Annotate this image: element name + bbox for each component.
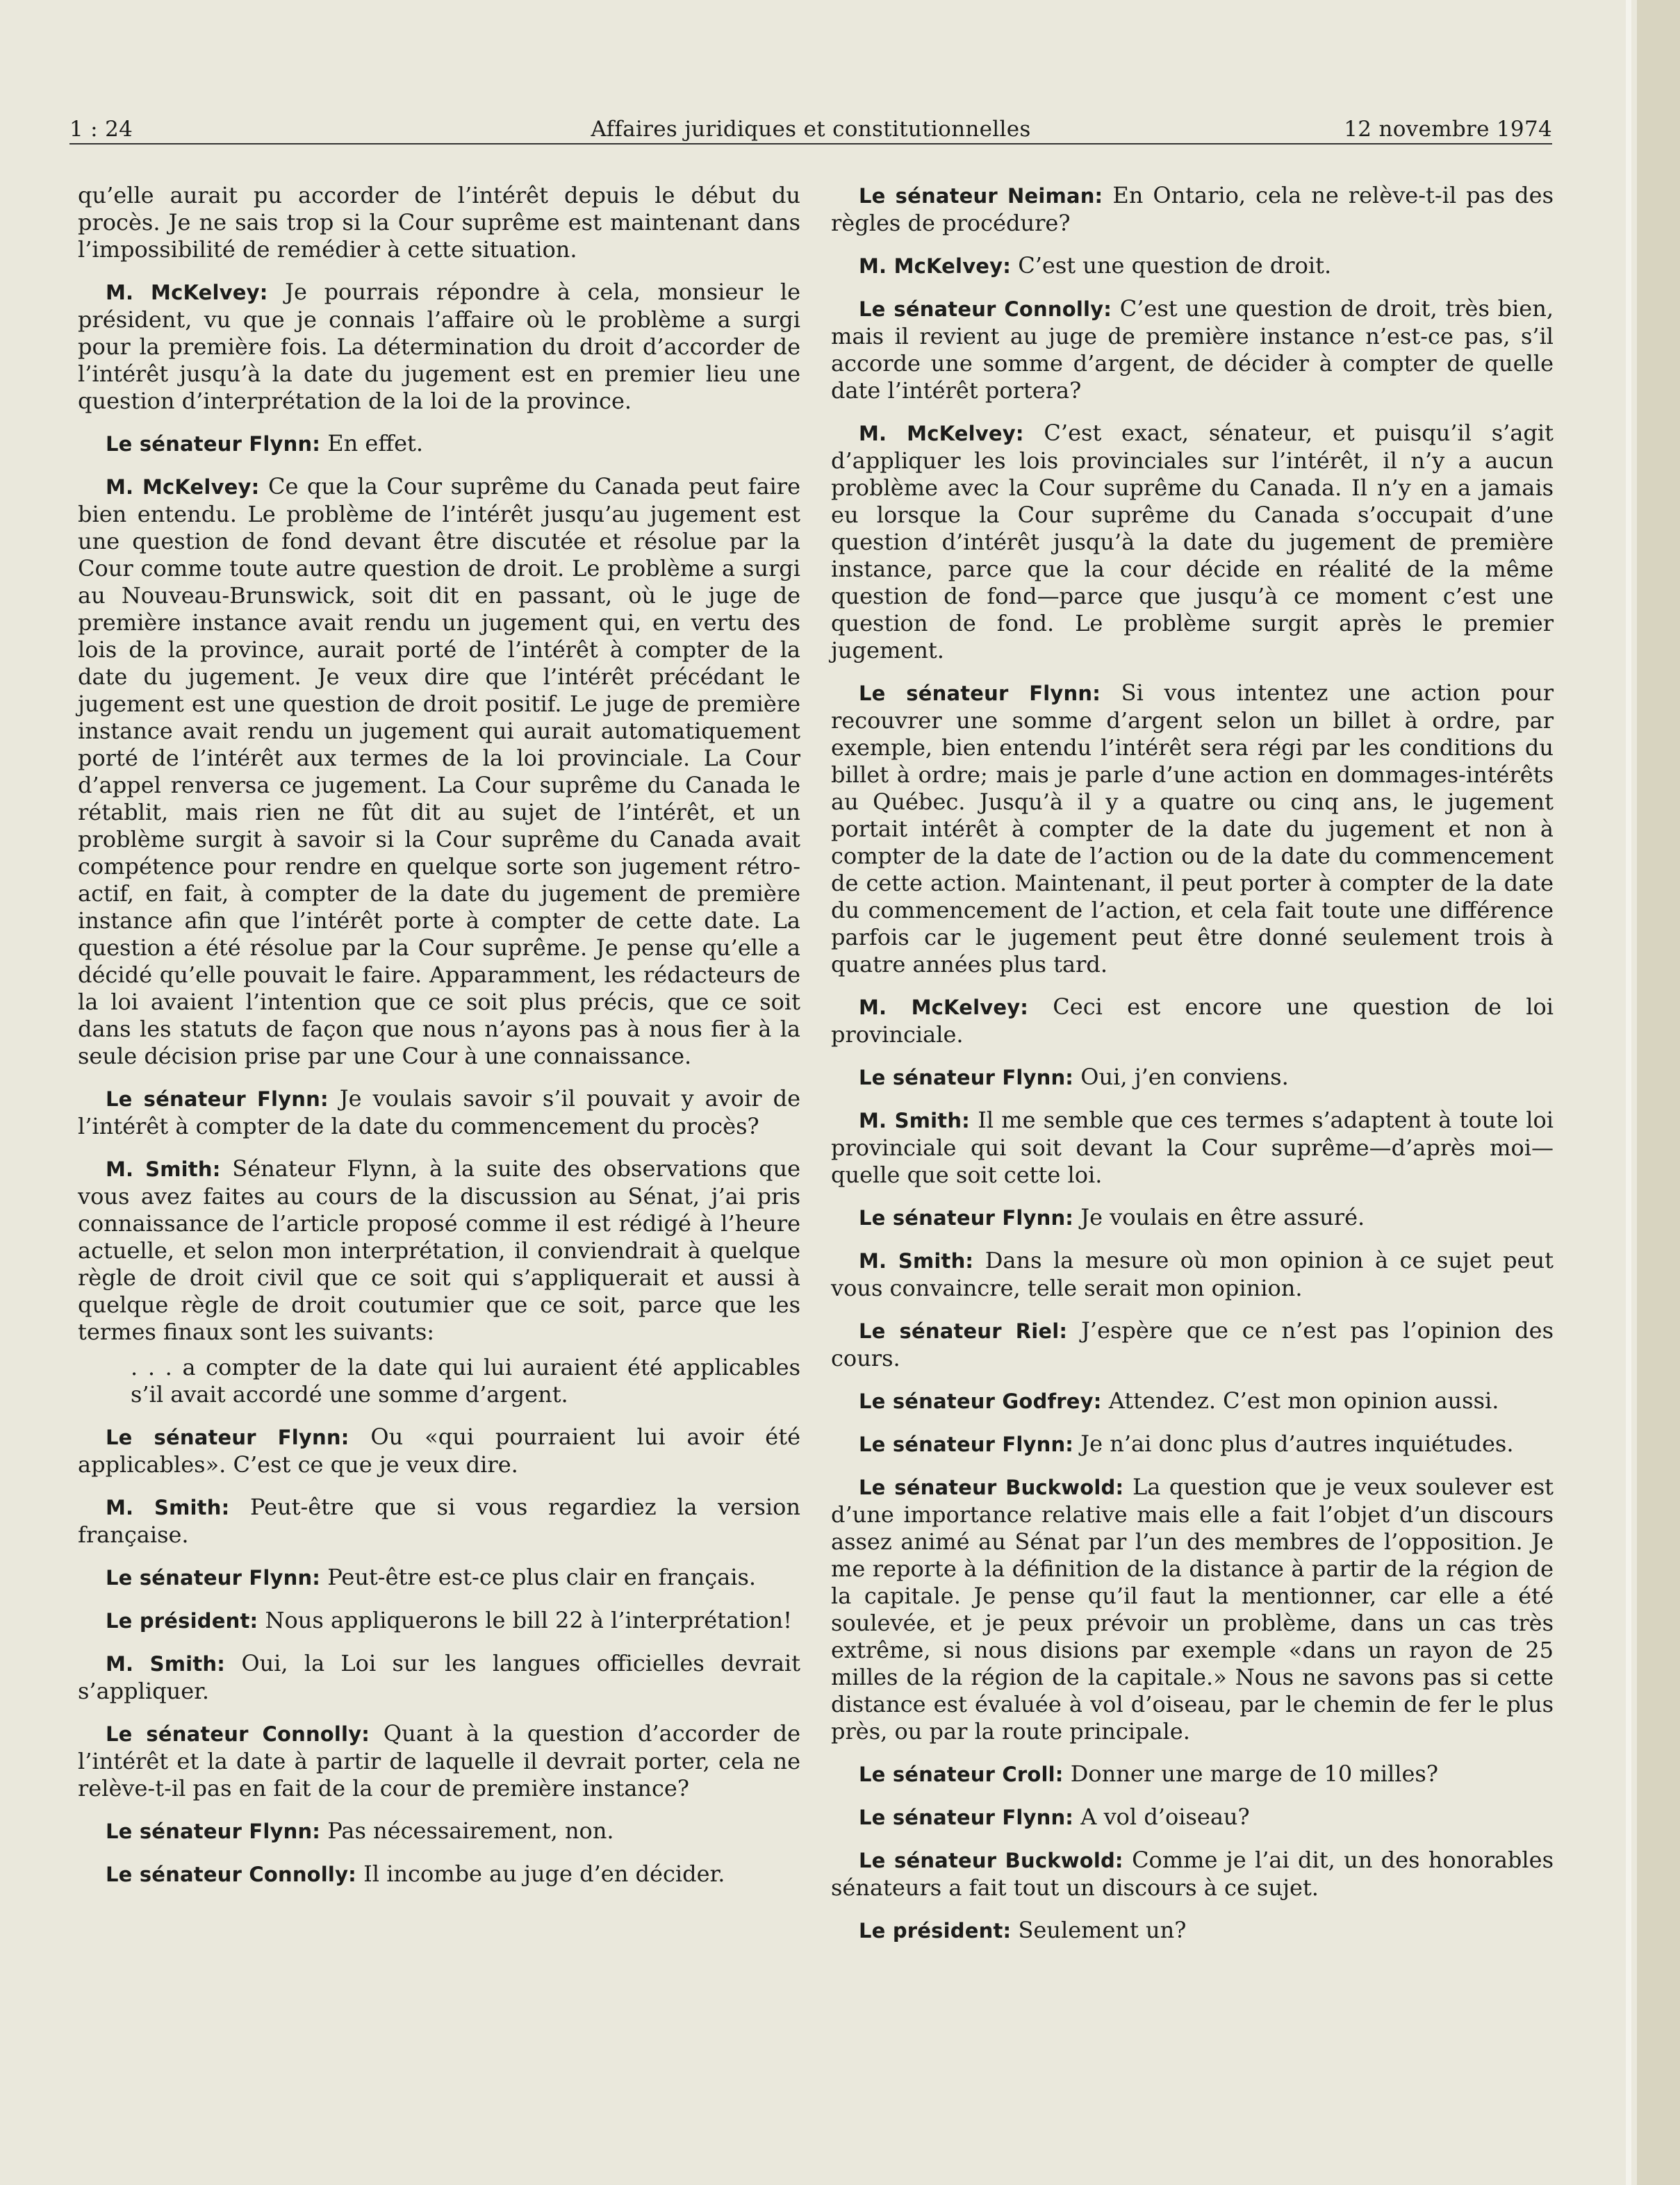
speech-paragraph [78,1155,800,1346]
speech-text: Je n’ai donc plus d’autres inquiétudes. [1080,1430,1514,1457]
speech-paragraph [78,1817,800,1845]
speech-text: C’est une question de droit, très bien, mais il revient au juge de première instance n’est-ce pas, s’il accorde une somme d’argent, de décider à compter de quelle date l’intérêt portera? [831,295,1554,404]
header-rule [69,143,1552,145]
speech-text: Il me semble que ces termes s’adaptent à toute loi provinciale qui soit devant la Cour suprême—d’après moi—quelle que soit cette loi. [831,1107,1554,1188]
speaker-name: Le sénateur Flynn: [859,682,1101,705]
speech-paragraph [78,1861,800,1888]
speech-text: Attendez. C’est mon opinion aussi. [1108,1387,1499,1414]
speech-text: Je voulais savoir s’il pouvait y avoir de l’intérêt à compter de la date du commencement du procès? [78,1085,801,1139]
speech-text: Ceci est encore une question de loi provinciale. [831,993,1554,1048]
speaker-name: M. McKelvey: [106,475,260,499]
speech-text: Sénateur Flynn, à la suite des observations que vous avez faites au cours de la discussion au Sénat, j’ai pris connaissance de l’article proposé comme il est rédigé à l’heure actuelle, et selon mon interprétation, il conviendrait à quelque règle de droit civil que ce soit qui s’appliquerait et aussi à quelque règle de droit coutumier que ce soit, parce que les termes finaux sont les suivants: [78,1155,801,1345]
speech-text: C’est exact, sénateur, et puisqu’il s’agit d’appliquer les lois provinciales sur l’intérêt, il n’y a aucun problème avec la Cour suprême du Canada. Il n’y en a jamais eu lorsque la Cour suprême du Canada s’occupait d’une question d’intérêt jusqu’à la date du jugement de première instance, parce que la cour décide en réalité de la même question de fond—parce que jusqu’à ce moment c’est une question de fond. Le problème surgit après le premier jugement. [831,420,1554,663]
block-quote: . . . a compter de la date qui lui auraient été applicables s’il avait accordé une somme d’argent. [131,1354,800,1408]
speech-paragraph [831,1064,1554,1091]
speech-text: qu’elle aurait pu accorder de l’intérêt depuis le début du procès. Je ne sais trop si la Cour suprême est maintenant dans l’impossibilité de remédier à cette situation. [78,182,800,263]
speech-text: En Ontario, cela ne relève-t-il pas des règles de procédure? [831,182,1554,236]
speaker-name: Le sénateur Buckwold: [859,1849,1123,1872]
speech-paragraph [831,1430,1554,1458]
speech-text: Si vous intentez une action pour recouvrer une somme d’argent selon un billet à ordre, par exemple, bien entendu l’intérêt sera régi par les conditions du billet à ordre; mais je parle d’une action en dommages-intérêts au Québec. Jusqu’à il y a quatre ou cinq ans, le jugement portait intérêt à compter de la date du jugement et non à compter de la date de l’action ou de la date du commencement de cette action. Maintenant, il peut porter à compter de la date du commencement de l’action, et cela fait toute une différence parfois car le jugement peut être donné seulement trois à quatre années plus tard. [831,679,1554,978]
speaker-name: M. Smith: [106,1652,226,1676]
speech-text: Comme je l’ai dit, un des honorables sénateurs a fait tout un discours à ce sujet. [831,1847,1554,1901]
speech-paragraph [831,1847,1554,1902]
right-column [831,182,1554,1960]
speaker-name: Le sénateur Flynn: [106,1566,321,1590]
speaker-name: Le président: [106,1609,258,1633]
left-column [78,182,800,1904]
speech-text: Peut-être est-ce plus clair en français. [327,1564,757,1590]
speech-text: Seulement un? [1018,1917,1187,1943]
speaker-name: Le sénateur Flynn: [106,432,321,456]
speech-paragraph [831,1247,1554,1302]
speech-paragraph [78,1085,800,1140]
speech-text: Je voulais en être assuré. [1080,1204,1365,1230]
speech-paragraph [831,1204,1554,1232]
speech-text: Quant à la question d’accorder de l’intérêt et la date à partir de laquelle il devrait porter, cela ne relève-t-il pas en fait de la cour de première instance? [78,1720,801,1801]
speech-text: J’espère que ce n’est pas l’opinion des cours. [831,1317,1554,1371]
speaker-name: Le sénateur Connolly: [106,1722,370,1746]
speaker-name: Le sénateur Flynn: [106,1087,329,1111]
speech-text: Nous appliquerons le bill 22 à l’interprétation! [265,1607,792,1633]
speech-paragraph [831,182,1554,237]
speaker-name: M. Smith: [859,1249,974,1273]
speech-text: Oui, la Loi sur les langues officielles devrait s’appliquer. [78,1650,801,1704]
speaker-name: Le sénateur Neiman: [859,184,1103,208]
speaker-name: Le sénateur Connolly: [106,1863,356,1886]
speaker-name: M. McKelvey: [859,254,1012,278]
speech-paragraph [831,420,1554,664]
speech-text: Je pourrais répondre à cela, monsieur le président, vu que je connais l’affaire où le problème a surgi pour la première fois. La détermination du droit d’accorder de l’intérêt jusqu’à la date du jugement est en premier lieu une question d’interprétation de la loi de la province. [78,279,801,414]
speech-paragraph [831,1387,1554,1415]
speech-text: La question que je veux soulever est d’une importance relative mais elle a fait l’objet d’un discours assez animé au Sénat par l’un des membres de l’opposition. Je me reporte à la définition de la distance à partir de la région de la capitale. Je pense qu’il faut la mentionner, car elle a été soulevée, et je peux prévoir un problème, dans un cas très extrême, si nous disions par exemple «dans un rayon de 25 milles de la région de la capitale.» Nous ne savons pas si cette distance est évaluée à vol d’oiseau, par le chemin de fer le plus près, ou par la route principale. [831,1474,1554,1745]
speech-paragraph [78,1564,800,1592]
page-number: 1 : 24 [69,117,133,142]
binding-edge [1637,0,1680,2185]
header-title: Affaires juridiques et constitutionnelles [591,117,1031,142]
speech-paragraph [831,993,1554,1048]
speech-paragraph [78,473,800,1070]
speaker-name: M. Smith: [106,1496,230,1519]
speaker-name: Le sénateur Connolly: [859,297,1112,321]
speech-text: Il incombe au juge d’en décider. [363,1861,725,1887]
speech-text: Dans la mesure où mon opinion à ce sujet peut vous convaincre, telle serait mon opinion. [831,1247,1554,1301]
speech-paragraph [78,1650,800,1705]
speech-paragraph [78,1424,800,1478]
speaker-name: Le sénateur Flynn: [859,1206,1074,1230]
speech-paragraph [831,679,1554,978]
speech-paragraph [831,295,1554,404]
speech-text: Peut-être que si vous regardiez la version française. [78,1494,801,1548]
speech-paragraph [831,1917,1554,1945]
header-date: 12 novembre 1974 [1344,117,1552,142]
speech-paragraph [78,430,800,458]
speech-paragraph [831,1804,1554,1831]
speech-text: A vol d’oiseau? [1080,1804,1250,1830]
speaker-name: Le sénateur Flynn: [859,1433,1074,1456]
speech-paragraph [831,1474,1554,1745]
speech-paragraph [78,1607,800,1635]
speaker-name: M. McKelvey: [106,281,268,304]
speech-text: Ou «qui pourraient lui avoir été applicables». C’est ce que je veux dire. [78,1424,801,1478]
speech-paragraph [831,1761,1554,1788]
speaker-name: M. Smith: [859,1109,970,1132]
speech-text: En effet. [327,430,424,456]
speech-text: Oui, j’en conviens. [1080,1064,1289,1090]
speech-text: Pas nécessairement, non. [327,1817,614,1844]
speaker-name: Le sénateur Flynn: [859,1066,1074,1089]
speaker-name: M. McKelvey: [859,996,1029,1019]
speaker-name: M. Smith: [106,1157,221,1181]
speaker-name: Le sénateur Flynn: [106,1820,321,1843]
speaker-name: Le sénateur Flynn: [859,1806,1074,1829]
speech-paragraph [831,1317,1554,1372]
speech-paragraph [831,1107,1554,1189]
speech-paragraph [78,279,800,415]
speaker-name: Le président: [859,1919,1012,1943]
speech-text: Donner une marge de 10 milles? [1070,1761,1438,1787]
speech-text: Ce que la Cour suprême du Canada peut faire bien entendu. Le problème de l’intérêt jusqu’au jugement est une question de fond devant être discutée et résolue par la Cour comme toute autre question de droit. Le problème a surgi au Nouveau-Brunswick, soit dit en passant, où le juge de première instance avait rendu un jugement qui, en vertu des lois de la province, aurait porté de l’intérêt à compter de la date du jugement. Je veux dire que l’intérêt précédant le jugement est une question de droit positif. Le juge de première instance avait rendu un jugement qui aurait automatiquement porté de l’intérêt aux termes de la loi provinciale. La Cour d’appel renversa ce jugement. La Cour suprême du Canada le rétablit, mais rien ne fût dit au sujet de l’intérêt, et un problème surgit à savoir si la Cour suprême du Canada avait compétence pour rendre en quelque sorte son jugement rétro-actif, en fait, à compter de la date du jugement de première instance afin que l’intérêt porte à compter de cette date. La question a été résolue par la Cour suprême. Je pense qu’elle a décidé qu’elle pouvait le faire. Apparamment, les rédacteurs de la loi avaient l’intention que ce soit plus précis, que ce soit dans les statuts de façon que nous n’ayons pas à nous fier à la seule décision prise par une Cour à une connaissance. [78,473,801,1069]
running-header [69,104,1552,146]
speech-paragraph [78,182,800,263]
speaker-name: Le sénateur Flynn: [106,1426,349,1449]
speech-text: C’est une question de droit. [1018,252,1332,279]
speaker-name: Le sénateur Godfrey: [859,1390,1102,1413]
speaker-name: Le sénateur Riel: [859,1319,1068,1343]
speech-paragraph [78,1494,800,1549]
speaker-name: Le sénateur Buckwold: [859,1476,1124,1499]
speaker-name: M. McKelvey: [859,422,1024,445]
page-edge [1626,0,1631,2185]
speech-paragraph [831,252,1554,280]
speech-paragraph [78,1720,800,1802]
speaker-name: Le sénateur Croll: [859,1763,1064,1786]
